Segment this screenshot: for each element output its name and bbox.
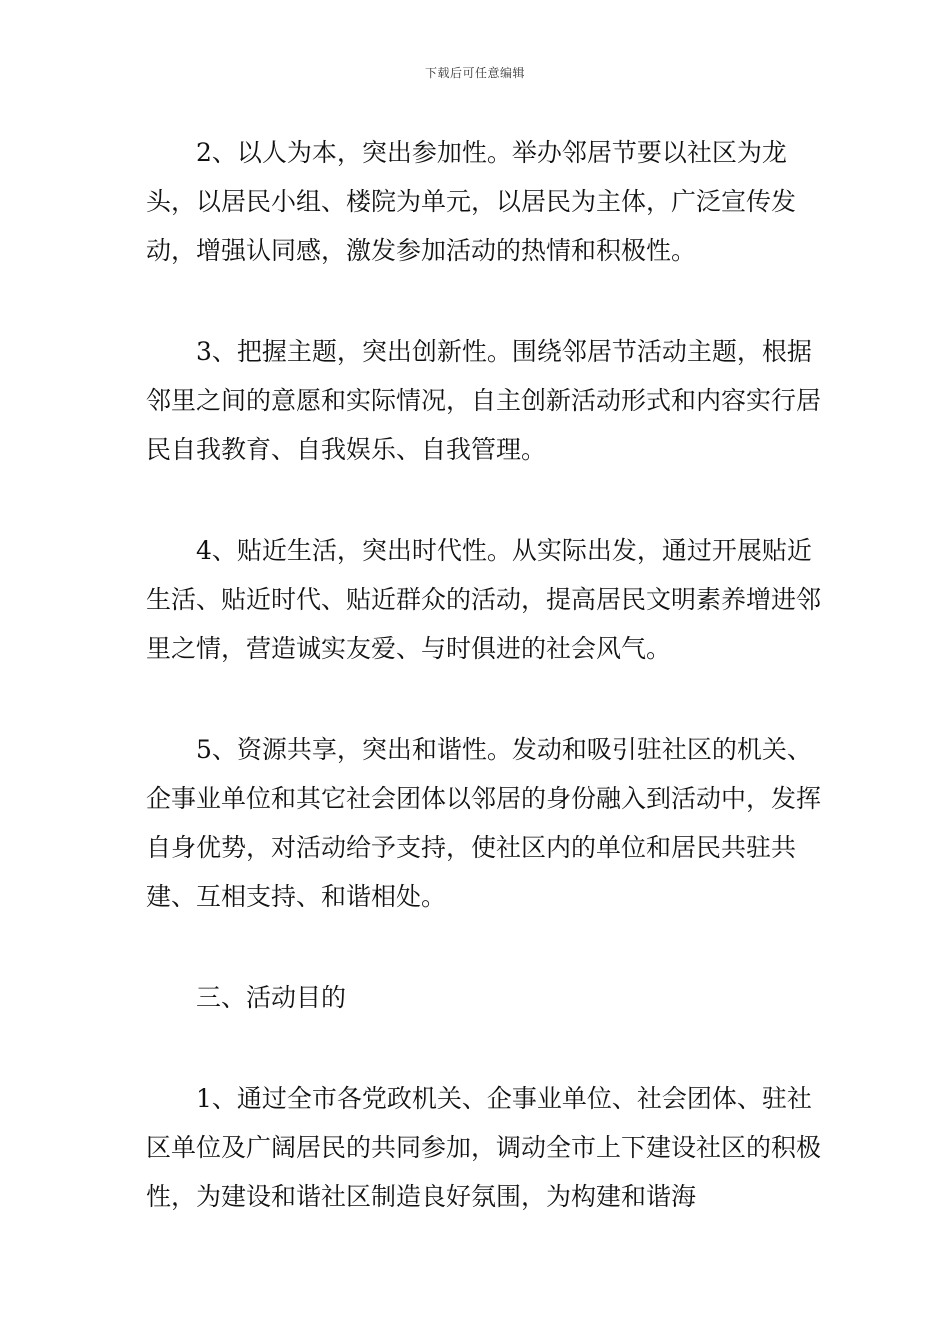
document-body [146, 128, 826, 1273]
paragraph-principle-2: 2、以人为本，突出参加性。举办邻居节要以社区为龙头，以居民小组、楼院为单元，以居民为主体，广泛宣传发动，增强认同感，激发参加活动的热情和积极性。 [146, 138, 797, 265]
paragraph-principle-5: 5、资源共享，突出和谐性。发动和吸引驻社区的机关、企事业单位和其它社会团体以邻居的身份融入到活动中，发挥自身优势，对活动给予支持，使社区内的单位和居民共驻共建、互相支持、和谐相处。 [146, 735, 822, 911]
paragraph-principle-4: 4、贴近生活，突出时代性。从实际出发，通过开展贴近生活、贴近时代、贴近群众的活动，提高居民文明素养增进邻里之情，营造诚实友爱、与时俱进的社会风气。 [146, 536, 822, 663]
paragraph-purpose-1: 1、通过全市各党政机关、企事业单位、社会团体、驻社区单位及广阔居民的共同参加，调动全市上下建设社区的积极性，为建设和谐社区制造良好氛围，为构建和谐海 [146, 1084, 822, 1211]
section-heading-purpose: 三、活动目的 [196, 983, 347, 1012]
paragraph-principle-3: 3、把握主题，突出创新性。围绕邻居节活动主题，根据邻里之间的意愿和实际情况，自主创新活动形式和内容实行居民自我教育、自我娱乐、自我管理。 [146, 337, 822, 464]
page-header-note: 下载后可任意编辑 [424, 66, 525, 80]
